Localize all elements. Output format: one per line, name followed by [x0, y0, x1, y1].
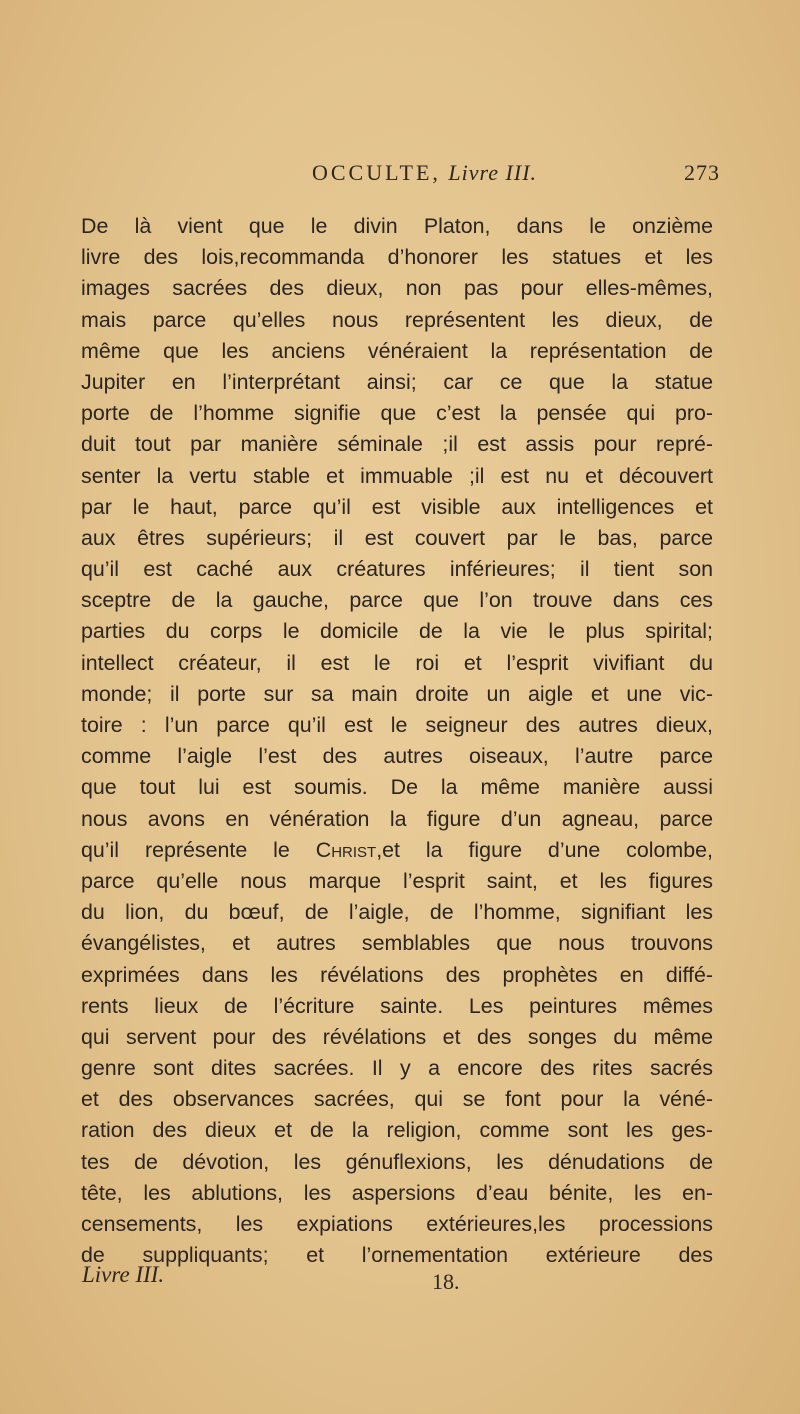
- page-number: 273: [684, 160, 720, 185]
- text-line: intellect créateur, il est le roi et l’esprit vivifiant du: [81, 650, 713, 675]
- signature-number: 18.: [432, 1269, 460, 1294]
- signature-label: Livre III.: [82, 1262, 165, 1287]
- running-head-title: [312, 160, 537, 186]
- text-line: qu’il est caché aux créatures inférieures; il tient son: [81, 557, 713, 582]
- body-text: [81, 211, 713, 1271]
- running-head-italic: Livre III.: [448, 160, 538, 185]
- text-line: images sacrées des dieux, non pas pour elles-mêmes,: [81, 276, 713, 301]
- running-head-caps: OCCULTE,: [312, 160, 441, 185]
- text-line: parce qu’elle nous marque l’esprit saint, et les figures: [81, 868, 713, 893]
- text-line: livre des lois,recommanda d’honorer les statues et les: [81, 245, 713, 270]
- text-line: Jupiter en l’interprétant ainsi; car ce que la statue: [81, 369, 713, 394]
- text-segment: ,et la figure d’une colombe,: [376, 837, 713, 862]
- text-line: du lion, du bœuf, de l’aigle, de l’homme, signifiant les: [81, 900, 713, 925]
- text-line: censements, les expiations extérieures,les processions: [81, 1212, 713, 1236]
- text-line: que tout lui est soumis. De la même manière aussi: [81, 775, 713, 800]
- text-line: duit tout par manière séminale ;il est assis pour repré-: [81, 432, 713, 457]
- text-line: aux êtres supérieurs; il est couvert par le bas, parce: [81, 525, 713, 550]
- text-line: par le haut, parce qu’il est visible aux intelligences et: [81, 494, 713, 519]
- text-line: de suppliquants; et l’ornementation extérieure des: [81, 1243, 713, 1268]
- text-line: senter la vertu stable et immuable ;il est nu et découvert: [81, 463, 713, 488]
- text-line: ration des dieux et de la religion, comme sont les ges-: [81, 1118, 713, 1143]
- small-caps-christ: Christ: [315, 837, 377, 862]
- text-line: genre sont dites sacrées. Il y a encore des rites sacrés: [81, 1056, 713, 1081]
- text-line: rents lieux de l’écriture sainte. Les peintures mêmes: [81, 993, 713, 1018]
- running-head: [80, 160, 720, 194]
- text-line: qui servent pour des révélations et des songes du même: [81, 1024, 713, 1049]
- text-line: tes de dévotion, les génuflexions, les dénudations de: [81, 1149, 713, 1174]
- text-line-christ: [81, 835, 713, 866]
- text-line: porte de l’homme signifie que c’est la pensée qui pro-: [81, 401, 713, 426]
- text-line: nous avons en vénération la figure d’un agneau, parce: [81, 806, 713, 831]
- text-line: évangélistes, et autres semblables que nous trouvons: [81, 931, 713, 956]
- text-line: sceptre de la gauche, parce que l’on trouve dans ces: [81, 588, 713, 613]
- text-segment: qu’il représente le: [81, 837, 290, 862]
- text-line: parties du corps le domicile de la vie le plus spirital;: [81, 619, 713, 644]
- text-line: comme l’aigle l’est des autres oiseaux, l’autre parce: [81, 744, 713, 769]
- text-line: et des observances sacrées, qui se font pour la véné-: [81, 1087, 713, 1112]
- text-line: même que les anciens vénéraient la représentation de: [81, 338, 713, 363]
- text-line: tête, les ablutions, les aspersions d’eau bénite, les en-: [81, 1180, 713, 1205]
- text-line: De là vient que le divin Platon, dans le onzième: [81, 214, 713, 238]
- text-line: exprimées dans les révélations des prophètes en diffé-: [81, 962, 713, 987]
- text-line: monde; il porte sur sa main droite un aigle et une vic-: [81, 681, 713, 706]
- text-line: mais parce qu’elles nous représentent les dieux, de: [81, 307, 713, 332]
- text-line: toire : l’un parce qu’il est le seigneur des autres dieux,: [81, 713, 713, 737]
